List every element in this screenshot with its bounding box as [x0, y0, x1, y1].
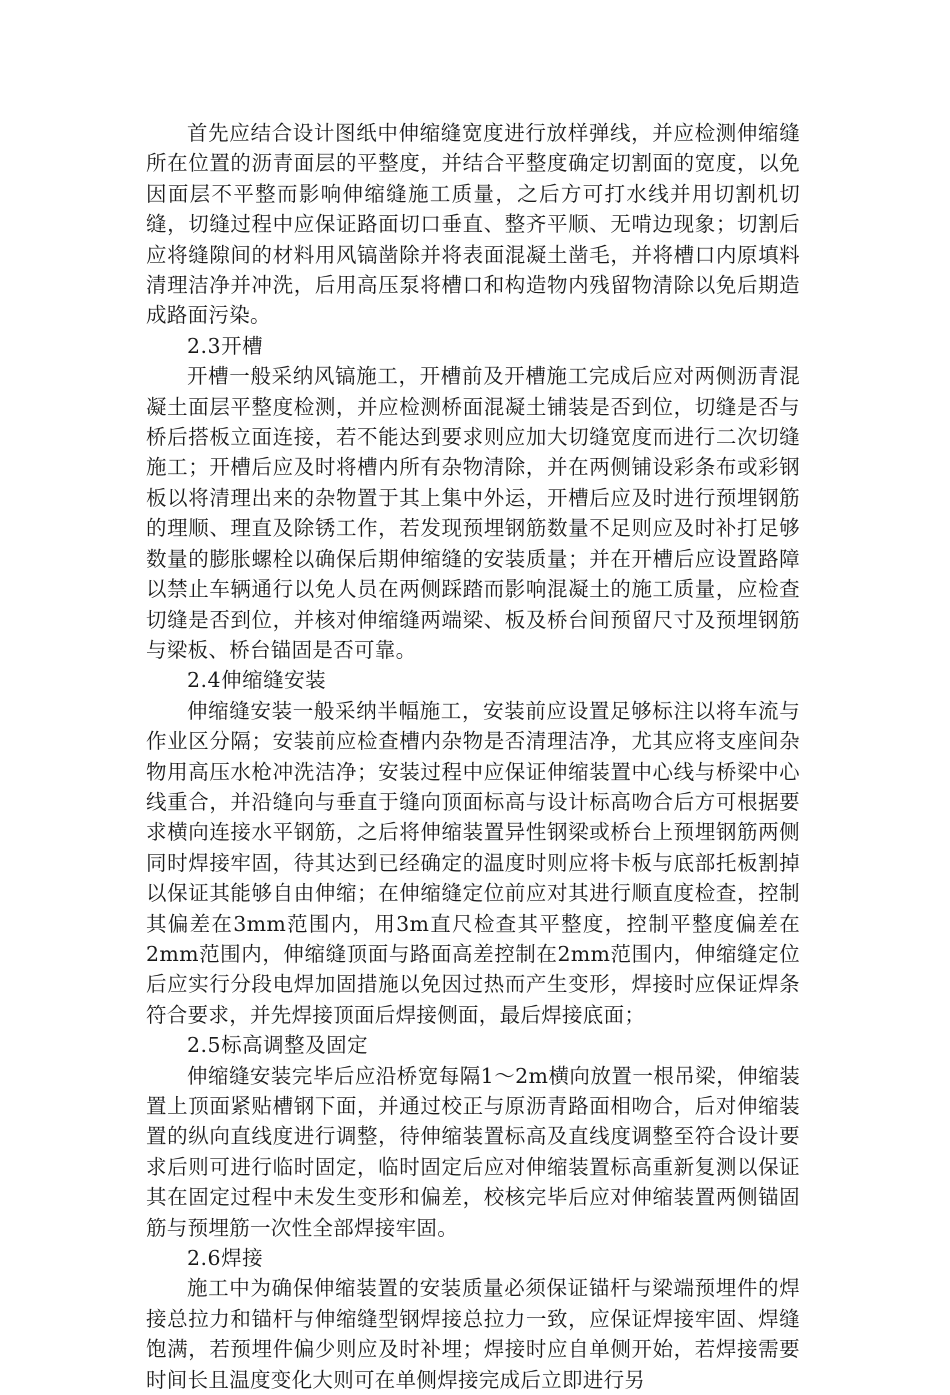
- document-body: [146, 118, 800, 1395]
- section-heading-2-6: 2.6焊接: [187, 1246, 264, 1271]
- paragraph-joint-installation: 伸缩缝安装一般采纳半幅施工，安装前应设置足够标注以将车流与作业区分隔；安装前应检查槽内杂物是否清理洁净，尤其应将支座间杂物用高压水枪冲洗洁净；安装过程中应保证伸缩装置中心线与桥梁中心线重合，并沿缝向与垂直于缝向顶面标高与设计标高吻合后方可根据要求横向连接水平钢筋，之后将伸缩装置异性钢梁或桥台上预埋钢筋两侧同时焊接牢固，待其达到已经确定的温度时则应将卡板与底部托板割掉以保证其能够自由伸缩；在伸缩缝定位前应对其进行顺直度检查，控制其偏差在3mm范围内，用3m直尺检查其平整度，控制平整度偏差在2mm范围内，伸缩缝顶面与路面高差控制在2mm范围内，伸缩缝定位后应实行分段电焊加固措施以免因过热而产生变形，焊接时应保证焊条符合要求，并先焊接顶面后焊接侧面，最后焊接底面；: [146, 698, 800, 1027]
- paragraph-elevation-adjustment: 伸缩缝安装完毕后应沿桥宽每隔1～2m横向放置一根吊梁，伸缩装置上顶面紧贴槽钢下面，并通过校正与原沥青路面相吻合，后对伸缩装置的纵向直线度进行调整，待伸缩装置标高及直线度调整至符合设计要求后则可进行临时固定，临时固定后应对伸缩装置标高重新复测以保证其在固定过程中未发生变形和偏差，校核完毕后应对伸缩装置两侧锚固筋与预埋筋一次性全部焊接牢固。: [146, 1063, 800, 1240]
- paragraph-cutting: 首先应结合设计图纸中伸缩缝宽度进行放样弹线，并应检测伸缩缝所在位置的沥青面层的平整度，并结合平整度确定切割面的宽度，以免因面层不平整而影响伸缩缝施工质量，之后方可打水线并用切割机切缝，切缝过程中应保证路面切口垂直、整齐平顺、无啃边现象；切割后应将缝隙间的材料用风镐凿除并将表面混凝土凿毛，并将槽口内原填料清理洁净并冲洗，后用高压泵将槽口和构造物内残留物清除以免后期造成路面污染。: [146, 121, 800, 328]
- section-heading-2-4: 2.4伸缩缝安装: [187, 668, 327, 693]
- paragraph-welding: 施工中为确保伸缩装置的安装质量必须保证锚杆与梁端预埋件的焊接总拉力和锚杆与伸缩缝型钢焊接总拉力一致，应保证焊接牢固、焊缝饱满，若预埋件偏少则应及时补埋；焊接时应自单侧开始，若焊接需要时间长且温度变化大则可在单侧焊接完成后立即进行另: [146, 1276, 800, 1392]
- paragraph-grooving: 开槽一般采纳风镐施工，开槽前及开槽施工完成后应对两侧沥青混凝土面层平整度检测，并应检测桥面混凝土铺装是否到位，切缝是否与桥后搭板立面连接，若不能达到要求则应加大切缝宽度而进行二次切缝施工；开槽后应及时将槽内所有杂物清除，并在两侧铺设彩条布或彩钢板以将清理出来的杂物置于其上集中外运，开槽后应及时进行预埋钢筋的理顺、理直及除锈工作，若发现预埋钢筋数量不足则应及时补打足够数量的膨胀螺栓以确保后期伸缩缝的安装质量；并在开槽后应设置路障以禁止车辆通行以免人员在两侧踩踏而影响混凝土的施工质量，应检查切缝是否到位，并核对伸缩缝两端梁、板及桥台间预留尺寸及预埋钢筋与梁板、桥台锚固是否可靠。: [146, 364, 800, 662]
- section-heading-2-3: 2.3开槽: [187, 333, 264, 358]
- section-heading-2-5: 2.5标高调整及固定: [187, 1033, 369, 1058]
